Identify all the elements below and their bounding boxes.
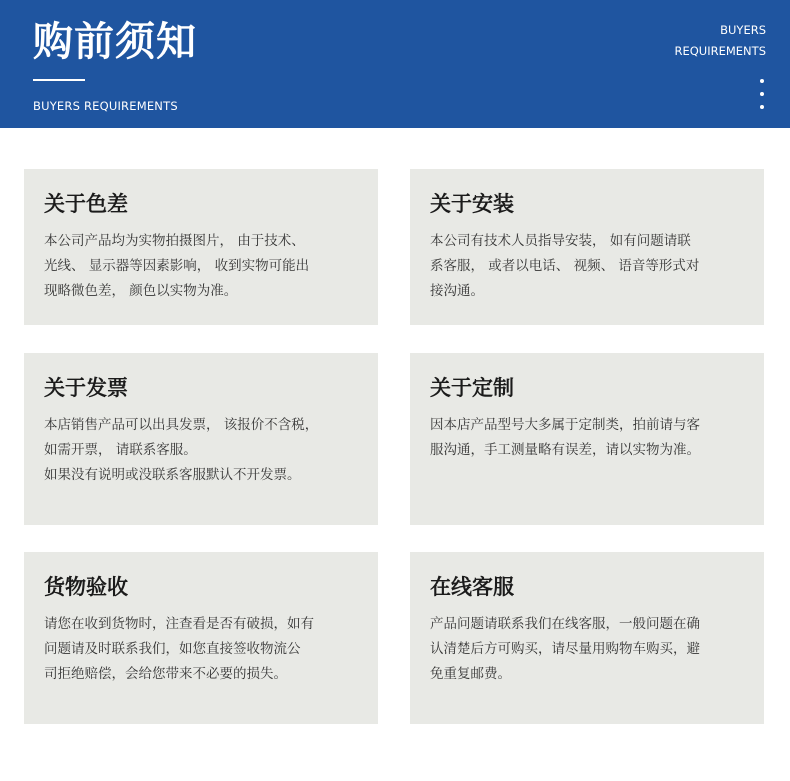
card-title: 关于定制	[430, 376, 514, 400]
vertical-dots-icon	[760, 79, 766, 118]
card-goods-inspection	[24, 552, 378, 724]
title-underline	[33, 79, 85, 81]
card-body: 因本店产品型号大多属于定制类，拍前请与客 服沟通，手工测量略有误差，请以实物为准。	[430, 417, 700, 458]
header-banner	[0, 0, 790, 128]
dot	[760, 105, 764, 109]
card-body: 本公司产品均为实物拍摄图片， 由于技术、 光线、 显示器等因素影响， 收到实物可能出 现略微色差， 颜色以实物为准。	[44, 233, 310, 299]
page-subtitle: BUYERS REQUIREMENTS	[33, 99, 178, 113]
card-installation	[410, 169, 764, 325]
header-right-line-1: BUYERS	[720, 23, 766, 37]
card-body: 产品问题请联系我们在线客服，一般问题在确 认清楚后方可购买，请尽量用购物车购买，避 免重复邮费。	[430, 616, 700, 682]
card-body: 请您在收到货物时，注查看是否有破损，如有 问题请及时联系我们，如您直接签收物流公 司拒绝赔偿，会给您带来不必要的损失。	[44, 616, 314, 682]
card-title: 关于色差	[44, 192, 128, 216]
card-title: 在线客服	[430, 575, 514, 599]
card-title: 关于安装	[430, 192, 514, 216]
dot	[760, 92, 764, 96]
page-title: 购前须知	[33, 19, 197, 65]
card-body: 本公司有技术人员指导安装， 如有问题请联 系客服， 或者以电话、 视频、 语音等形式对 接沟通。	[430, 233, 700, 299]
card-customization	[410, 353, 764, 525]
card-title: 关于发票	[44, 376, 128, 400]
card-invoice	[24, 353, 378, 525]
card-body: 本店销售产品可以出具发票， 该报价不含税， 如需开票， 请联系客服。 如果没有说明或没联系客服默认不开发票。	[44, 417, 319, 483]
card-title: 货物验收	[44, 575, 128, 599]
header-right-label	[675, 20, 767, 62]
dot	[760, 79, 764, 83]
card-color-difference	[24, 169, 378, 325]
card-online-service	[410, 552, 764, 724]
header-right-line-2: REQUIREMENTS	[674, 44, 766, 58]
